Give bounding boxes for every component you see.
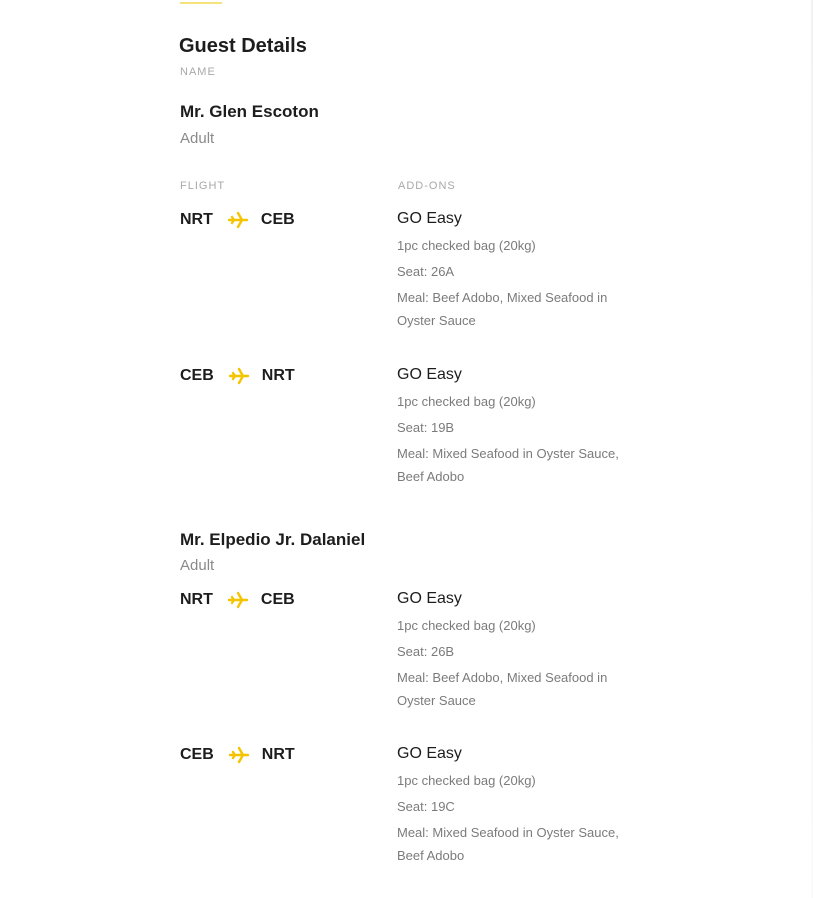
meal-info: Meal: Beef Adobo, Mixed Seafood in Oyster Sauce [397, 670, 608, 708]
addon-details [397, 745, 637, 870]
destination-code: NRT [261, 746, 295, 763]
baggage-info: 1pc checked bag (20kg) [397, 618, 536, 633]
seat-info: Seat: 19B [397, 420, 455, 435]
flight-route [180, 746, 295, 764]
destination-code: NRT [261, 367, 295, 384]
origin-code: CEB [180, 367, 214, 384]
airplane-icon [227, 211, 249, 229]
destination-code: CEB [260, 591, 295, 608]
meal-info: Meal: Mixed Seafood in Oyster Sauce, Beef Adobo [397, 446, 619, 484]
addon-details [397, 210, 637, 335]
top-accent-divider [180, 2, 222, 4]
name-column-label: NAME [180, 66, 216, 78]
bundle-name: GO Easy [397, 590, 462, 607]
guest-name: Mr. Elpedio Jr. Dalaniel [180, 530, 366, 549]
meal-info: Meal: Mixed Seafood in Oyster Sauce, Beef Adobo [397, 825, 619, 863]
baggage-info: 1pc checked bag (20kg) [397, 394, 536, 409]
baggage-info: 1pc checked bag (20kg) [397, 238, 536, 253]
bundle-name: GO Easy [397, 745, 462, 762]
addon-details [397, 366, 637, 491]
page-title: Guest Details [179, 35, 307, 57]
addons-column-label: ADD-ONS [398, 180, 456, 192]
bundle-name: GO Easy [397, 210, 462, 227]
flight-route [180, 591, 295, 609]
seat-info: Seat: 19C [397, 799, 455, 814]
addon-details [397, 590, 637, 715]
destination-code: CEB [260, 211, 295, 228]
airplane-icon [228, 746, 250, 764]
flight-column-label: FLIGHT [180, 180, 226, 192]
flight-route [180, 367, 295, 385]
airplane-icon [227, 591, 249, 609]
origin-code: NRT [180, 591, 213, 608]
origin-code: CEB [180, 746, 214, 763]
airplane-icon [228, 367, 250, 385]
bundle-name: GO Easy [397, 366, 462, 383]
origin-code: NRT [180, 211, 213, 228]
seat-info: Seat: 26A [397, 264, 455, 279]
meal-info: Meal: Beef Adobo, Mixed Seafood in Oyster Sauce [397, 290, 608, 328]
seat-info: Seat: 26B [397, 644, 455, 659]
flight-route [180, 211, 295, 229]
guest-type: Adult [180, 557, 215, 574]
guest-name: Mr. Glen Escoton [180, 102, 319, 121]
guest-type: Adult [180, 130, 215, 147]
baggage-info: 1pc checked bag (20kg) [397, 773, 536, 788]
